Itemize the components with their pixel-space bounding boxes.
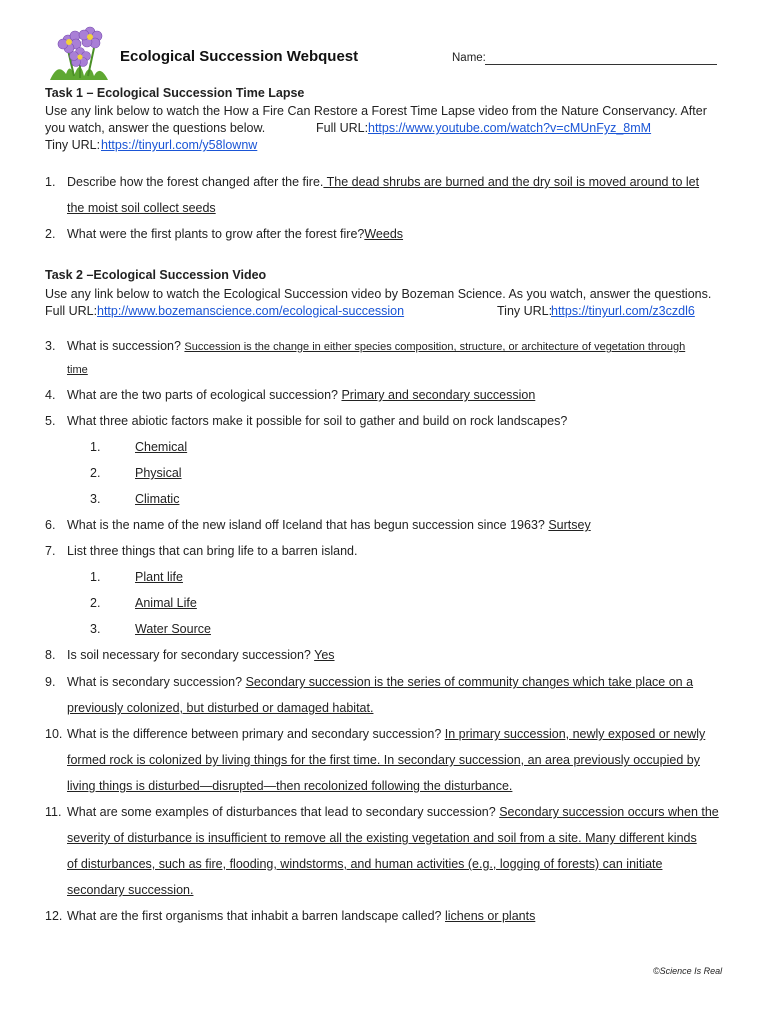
- answer-text: of disturbances, such as fire, flooding, windstorms, and human activities (e.g., logging of forests) can initiate: [67, 857, 663, 871]
- answer-text: Chemical: [135, 440, 188, 454]
- answer-text: time: [67, 364, 88, 376]
- name-label: Name:: [452, 52, 486, 64]
- name-field[interactable]: [485, 64, 717, 65]
- question-number: 10.: [45, 727, 63, 741]
- task2-full-url-link[interactable]: http://www.bozemanscience.com/ecological-succession: [97, 304, 405, 318]
- sub-item-number: 2.: [90, 596, 101, 610]
- question-11: [67, 804, 719, 821]
- answer-text: The dead shrubs are burned and the dry soil is moved around to let: [323, 175, 700, 189]
- question-text: What is the difference between primary and secondary succession?: [67, 727, 442, 741]
- answer-text: living things is disturbed—disrupted—then recolonized following the disturbance.: [67, 779, 513, 793]
- question-2: [67, 226, 403, 243]
- question-text: What are some examples of disturbances that lead to secondary succession?: [67, 805, 496, 819]
- sub-item-number: 3.: [90, 622, 101, 636]
- question-number: 5.: [45, 414, 56, 428]
- question-number: 12.: [45, 909, 63, 923]
- question-text: What is the name of the new island off Iceland that has begun succession since 1963?: [67, 518, 545, 532]
- answer-text: severity of disturbance is insufficient to remove all the existing vegetation and soil from a site. Many different kinds: [67, 831, 697, 845]
- task1-tiny-url-label: Tiny URL:: [45, 138, 101, 152]
- question-number: 8.: [45, 648, 56, 662]
- question-number: 11.: [45, 805, 62, 819]
- task2-intro-line1: Use any link below to watch the Ecological Succession video by Bozeman Science. As you watch, answer the questions.: [45, 287, 712, 301]
- answer-text: In primary succession, newly exposed or newly: [444, 727, 706, 741]
- task1-tiny-url-link[interactable]: https://tinyurl.com/y58lownw: [101, 138, 258, 152]
- task2-tiny-url-link[interactable]: https://tinyurl.com/z3czdl6: [551, 304, 695, 318]
- task1-intro-line1: Use any link below to watch the How a Fire Can Restore a Forest Time Lapse video from the Nature Conservancy. After: [45, 104, 707, 118]
- task2-title: Task 2 –Ecological Succession Video: [45, 268, 267, 282]
- answer-text: Climatic: [135, 492, 180, 506]
- answer-text: Water Source: [135, 622, 211, 636]
- answer-text: lichens or plants: [445, 909, 536, 923]
- task1-title: Task 1 – Ecological Succession Time Lapse: [45, 86, 305, 100]
- task1-full-url-link[interactable]: https://www.youtube.com/watch?v=cMUnFyz_8mM: [368, 121, 652, 135]
- answer-text: previously colonized, but disturbed or damaged habitat.: [67, 701, 374, 715]
- question-text: What are the first organisms that inhabit a barren landscape called?: [67, 909, 442, 923]
- question-1: [67, 174, 699, 191]
- question-6: [67, 517, 591, 534]
- answer-text: secondary succession.: [67, 883, 194, 897]
- page-title: Ecological Succession Webquest: [120, 48, 359, 65]
- question-number: 9.: [45, 675, 56, 689]
- question-text: Is soil necessary for secondary succession?: [67, 648, 311, 662]
- question-number: 6.: [45, 518, 56, 532]
- task1-intro-line2: you watch, answer the questions below.: [45, 121, 266, 135]
- question-text: What were the first plants to grow after the forest fire?: [67, 227, 365, 241]
- question-12: [67, 908, 535, 925]
- sub-item-number: 1.: [90, 570, 101, 584]
- answer-text: Secondary succession occurs when the: [499, 805, 719, 819]
- sub-item-number: 1.: [90, 440, 101, 454]
- answer-text: Secondary succession is the series of community changes which take place on a: [245, 675, 694, 689]
- answer-text: Animal Life: [135, 596, 197, 610]
- answer-text: Physical: [135, 466, 182, 480]
- question-text: What are the two parts of ecological succession?: [67, 388, 338, 402]
- task1-full-url-label: Full URL:: [316, 121, 369, 135]
- question-number: 7.: [45, 544, 56, 558]
- question-text: List three things that can bring life to a barren island.: [67, 544, 358, 558]
- question-9: [67, 674, 693, 691]
- question-10: [67, 726, 705, 743]
- question-number: 2.: [45, 227, 56, 241]
- question-4: [67, 387, 535, 404]
- question-number: 4.: [45, 388, 56, 402]
- answer-text: Yes: [314, 648, 335, 662]
- answer-text: Plant life: [135, 570, 183, 584]
- copyright-footer: ©Science Is Real: [653, 966, 723, 976]
- answer-text: Succession is the change in either species composition, structure, or architecture of vegetation through: [184, 341, 686, 353]
- question-8: [67, 647, 335, 664]
- task2-full-url-label: Full URL:: [45, 304, 98, 318]
- answer-text: Surtsey: [548, 518, 591, 532]
- question-text: Describe how the forest changed after the fire.: [67, 175, 324, 189]
- question-3: [67, 338, 685, 356]
- task2-tiny-url-label: Tiny URL:: [497, 304, 553, 318]
- question-text: What is succession?: [67, 339, 181, 353]
- sub-item-number: 2.: [90, 466, 101, 480]
- question-text: What three abiotic factors make it possible for soil to gather and build on rock landscapes?: [67, 414, 568, 428]
- answer-text: Primary and secondary succession: [341, 388, 536, 402]
- question-number: 1.: [45, 175, 56, 189]
- answer-text: formed rock is colonized by living things for the first time. In secondary succession, an area previously occupied by: [67, 753, 700, 767]
- answer-text: Weeds: [364, 227, 404, 241]
- question-text: What is secondary succession?: [67, 675, 243, 689]
- sub-item-number: 3.: [90, 492, 101, 506]
- question-number: 3.: [45, 339, 56, 353]
- answer-text: the moist soil collect seeds: [67, 201, 216, 215]
- flower-logo-icon: [44, 22, 116, 84]
